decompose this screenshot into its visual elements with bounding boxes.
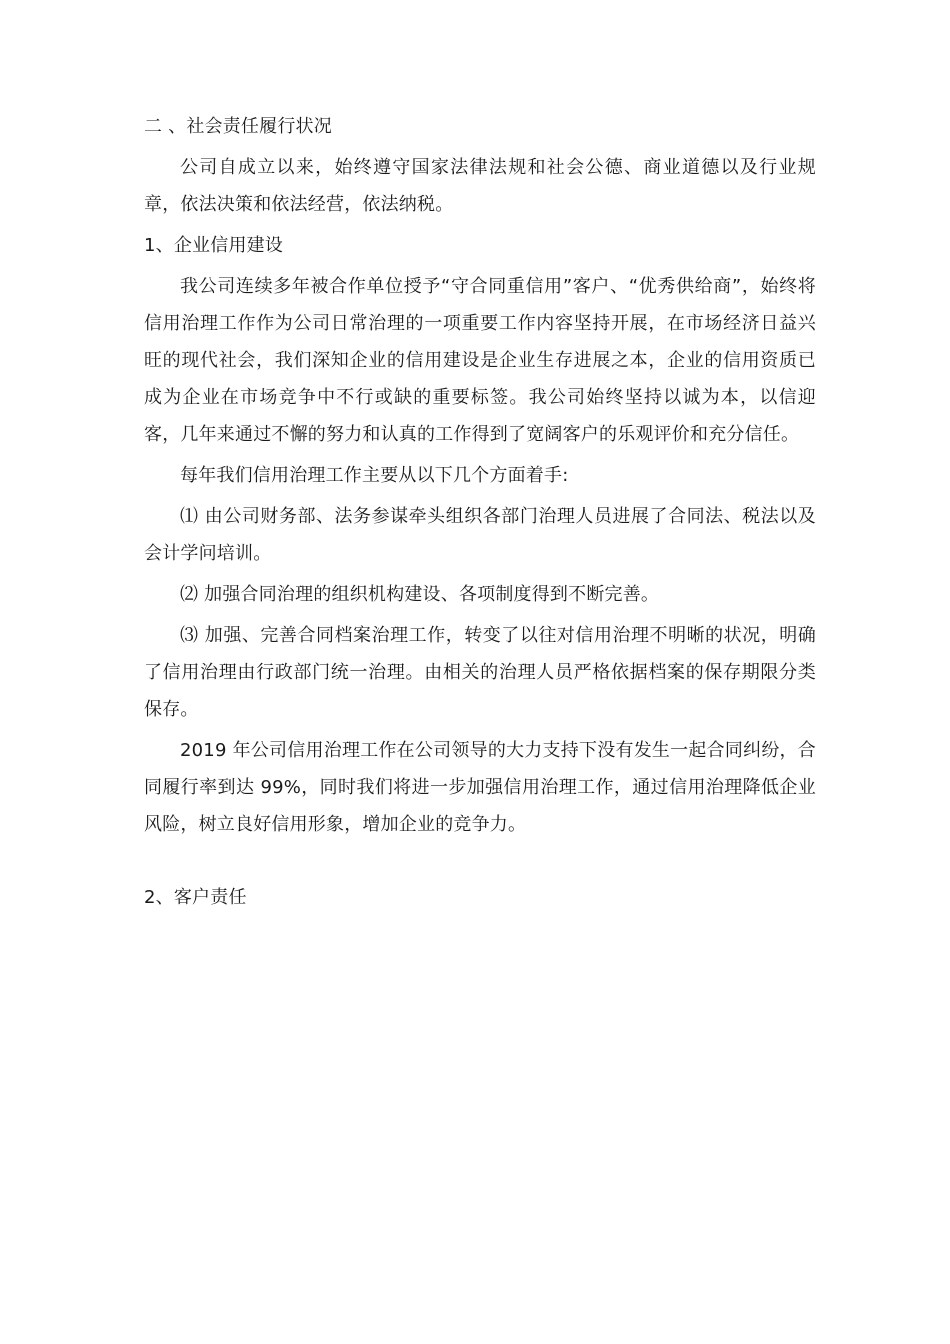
credit-paragraph-1: 我公司连续多年被合作单位授予“守合同重信用”客户、“优秀供给商”，始终将信用治理工作作为公司日常治理的一项重要工作内容坚持开展，在市场经济日益兴旺的现代社会，我们深知企业的信用建设是企业生存进展之本，企业的信用资质已成为企业在市场竞争中不行或缺的重要标签。我公司始终坚持以诚为本，以信迎客，几年来通过不懈的努力和认真的工作得到了宽阔客户的乐观评价和充分信任。 bbox=[144, 276, 816, 445]
subsection-title-credit: 1、企业信用建设 bbox=[144, 235, 284, 256]
intro-paragraph: 公司自成立以来，始终遵守国家法律法规和社会公德、商业道德以及行业规章，依法决策和依法经营，依法纳税。 bbox=[144, 157, 816, 215]
document-body bbox=[144, 108, 816, 920]
list-item: ⑶ 加强、完善合同档案治理工作，转变了以往对信用治理不明晰的状况，明确了信用治理由行政部门统一治理。由相关的治理人员严格依据档案的保存期限分类保存。 bbox=[144, 625, 816, 720]
list-item: ⑵ 加强合同治理的组织机构建设、各项制度得到不断完善。 bbox=[180, 584, 660, 605]
credit-paragraph-2: 每年我们信用治理工作主要从以下几个方面着手: bbox=[180, 465, 569, 486]
subsection-title-customer: 2、客户责任 bbox=[144, 887, 247, 908]
credit-paragraph-3: 2019 年公司信用治理工作在公司领导的大力支持下没有发生一起合同纠纷，合同履行率到达 99%，同时我们将进一步加强信用治理工作，通过信用治理降低企业风险，树立良好信用形象，增加企业的竞争力。 bbox=[144, 740, 816, 835]
list-item: ⑴ 由公司财务部、法务参谋牵头组织各部门治理人员进展了合同法、税法以及会计学问培训。 bbox=[144, 506, 816, 564]
spacer bbox=[144, 847, 816, 879]
section-title: 二 、社会责任履行状况 bbox=[144, 116, 332, 137]
